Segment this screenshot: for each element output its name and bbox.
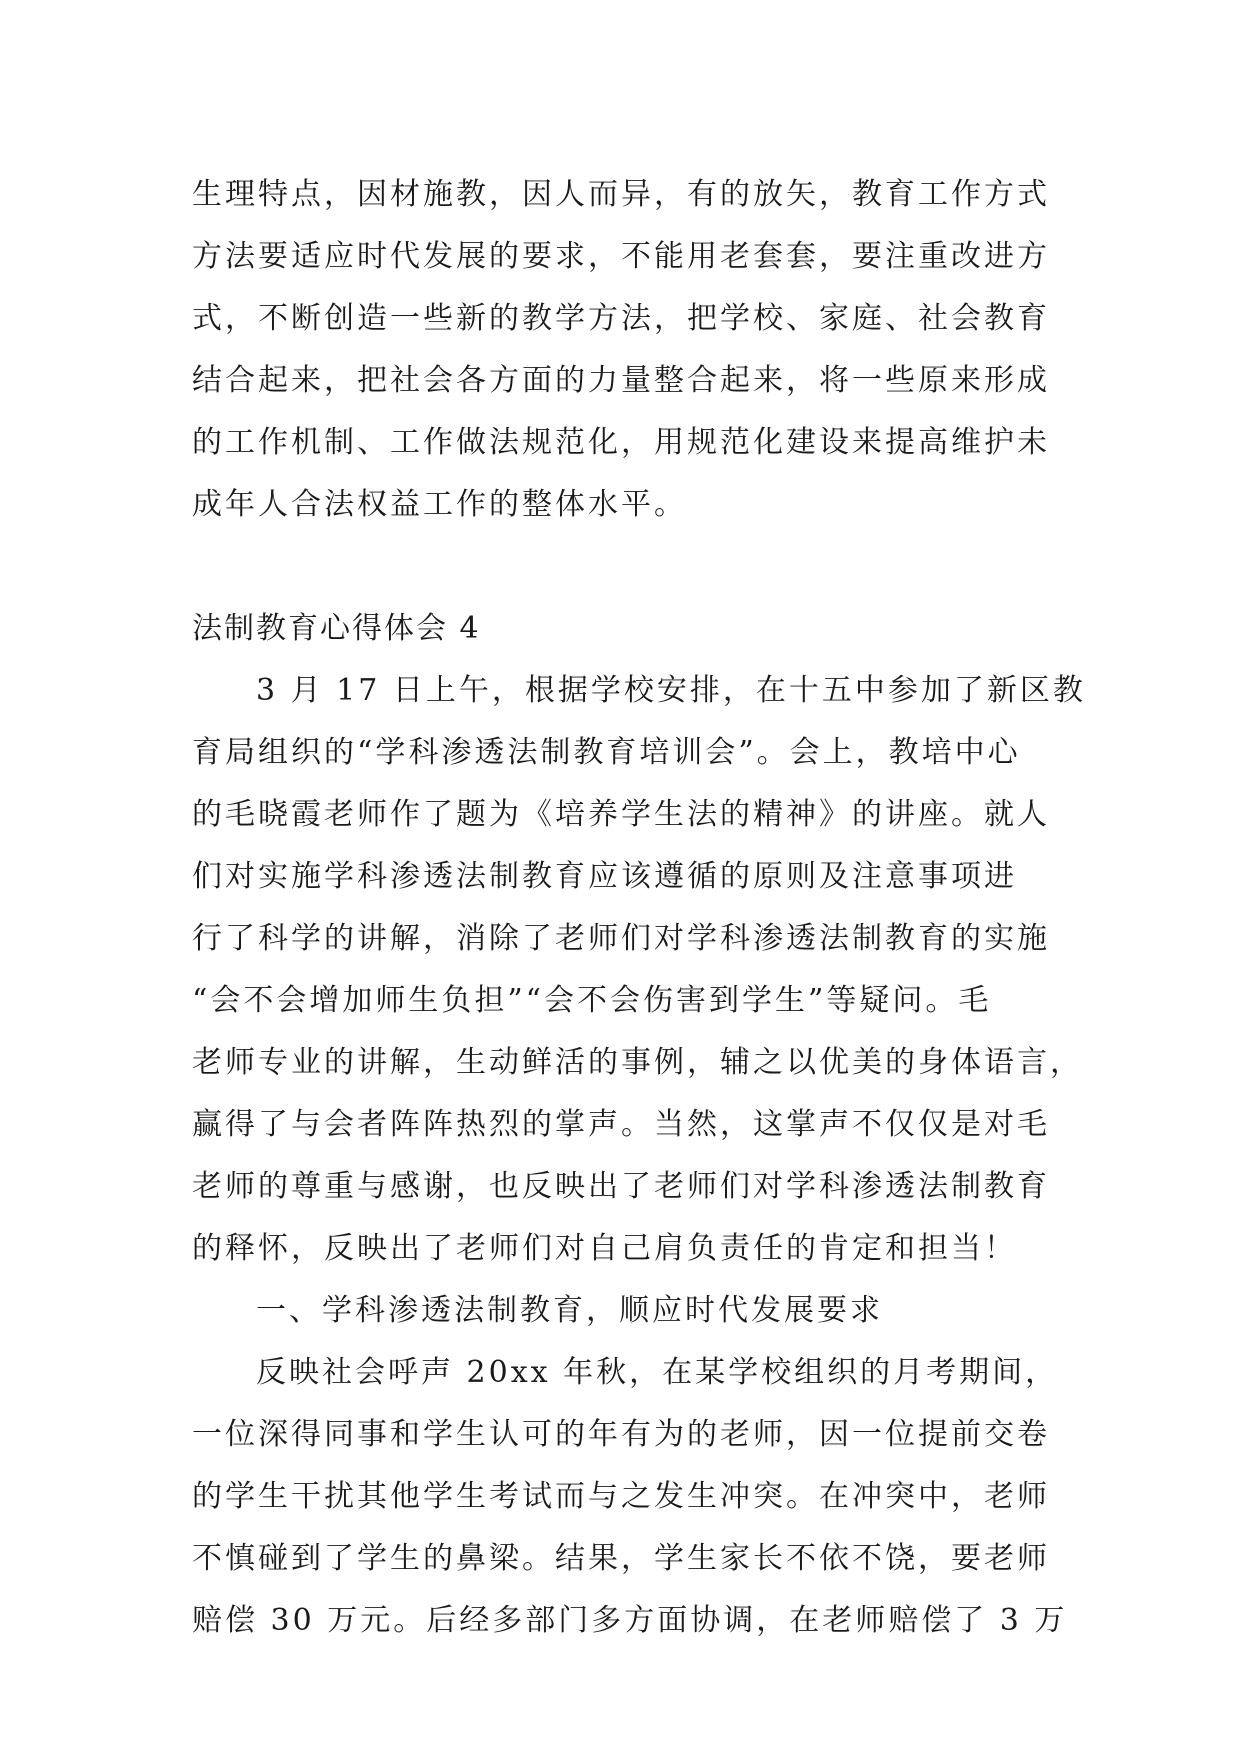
document-body [192,164,1086,1652]
text-line: “会不会增加师生负担”“会不会伤害到学生”等疑问。毛 [192,983,992,1018]
text-line: 反映社会呼声 20xx 年秋，在某学校组织的月考期间， [256,1355,1059,1390]
subheading: 一、学科渗透法制教育，顺应时代发展要求 [256,1293,883,1328]
text-line: 的学生干扰其他学生考试而与之发生冲突。在冲突中，老师 [192,1479,1050,1514]
intro-paragraph [192,164,1054,536]
text-line: 的释怀，反映出了老师们对自己肩负责任的肯定和担当！ [192,1231,1017,1266]
text-line: 不慎碰到了学生的鼻梁。结果，学生家长不依不饶，要老师 [192,1541,1050,1576]
text-line: 老师的尊重与感谢，也反映出了老师们对学科渗透法制教育 [192,1169,1050,1204]
text-line: 方法要适应时代发展的要求，不能用老套套，要注重改进方 [192,239,1050,274]
section-title: 法制教育心得体会 4 [192,611,481,646]
text-line: 成年人合法权益工作的整体水平。 [192,487,687,522]
text-line: 们对实施学科渗透法制教育应该遵循的原则及注意事项进 [192,859,1017,894]
text-line: 的毛晓霞老师作了题为《培养学生法的精神》的讲座。就人 [192,797,1050,832]
paragraph-2 [192,1342,1068,1652]
text-line: 生理特点，因材施教，因人而异，有的放矢，教育工作方式 [192,177,1050,212]
text-line: 赢得了与会者阵阵热烈的掌声。当然，这掌声不仅仅是对毛 [192,1107,1050,1142]
text-line: 式，不断创造一些新的教学方法，把学校、家庭、社会教育 [192,301,1050,336]
text-line: 赔偿 30 万元。后经多部门多方面协调，在老师赔偿了 3 万 [192,1603,1068,1638]
paragraph-1 [192,660,1086,1280]
text-line: 一位深得同事和学生认可的年有为的老师，因一位提前交卷 [192,1417,1050,1452]
text-line: 的工作机制、工作做法规范化，用规范化建设来提高维护未 [192,425,1050,460]
text-line: 育局组织的“学科渗透法制教育培训会”。会上，教培中心 [192,735,1021,770]
text-line: 老师专业的讲解，生动鲜活的事例，辅之以优美的身体语言， [192,1045,1083,1080]
paragraph-spacer [192,536,1054,598]
text-line: 3 月 17 日上午，根据学校安排，在十五中参加了新区教 [256,673,1086,708]
text-line: 结合起来，把社会各方面的力量整合起来，将一些原来形成 [192,363,1050,398]
text-line: 行了科学的讲解，消除了老师们对学科渗透法制教育的实施 [192,921,1050,956]
